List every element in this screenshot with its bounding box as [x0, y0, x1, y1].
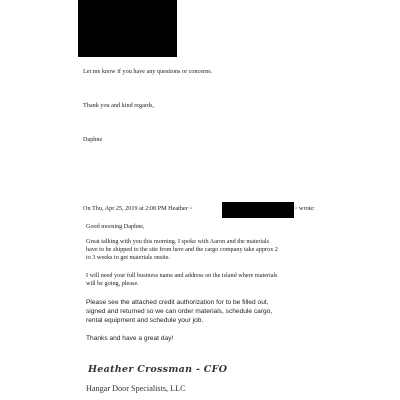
closing-line: Let me know if you have any questions or concerns. — [83, 68, 213, 75]
quoted-paragraph-2 — [86, 272, 278, 288]
paragraph-line: I will need your full business name and address on the island where materials — [86, 272, 278, 279]
paragraph-line: rental equipment and schedule your job. — [86, 317, 204, 324]
thanks-line: Thank you and kind regards, — [83, 102, 154, 109]
paragraph-line: will be going, please. — [86, 280, 139, 288]
quoted-closing: Thanks and have a great day! — [86, 335, 174, 342]
redacted-block-top — [78, 0, 177, 57]
paragraph-line: to 3 weeks to get materials onsite. — [86, 254, 171, 262]
quoted-paragraph-1 — [86, 238, 278, 263]
quoted-paragraph-3 — [86, 298, 272, 325]
paragraph-line: signed and returned so we can order materials, schedule cargo, — [86, 308, 273, 315]
quoted-header-prefix: On Thu, Apr 25, 2019 at 2:08 PM Heather < — [83, 205, 193, 212]
quoted-greeting: Good morning Daphne, — [86, 223, 145, 230]
company-name: Hangar Door Specialists, LLC — [86, 384, 186, 393]
paragraph-line: Great talking with you this morning. I spoke with Aaron and the materials — [86, 238, 270, 245]
redacted-email-address — [222, 202, 294, 218]
signature-name: Heather Crossman - CFO — [88, 364, 228, 375]
paragraph-line: have to be shipped to the site from here and the cargo company take approx 2 — [86, 246, 278, 254]
quoted-header-suffix: > wrote: — [294, 205, 315, 212]
paragraph-line: Please see the attached credit authorization for to be filled out, — [86, 299, 269, 306]
signoff-name: Daphne — [83, 136, 103, 143]
